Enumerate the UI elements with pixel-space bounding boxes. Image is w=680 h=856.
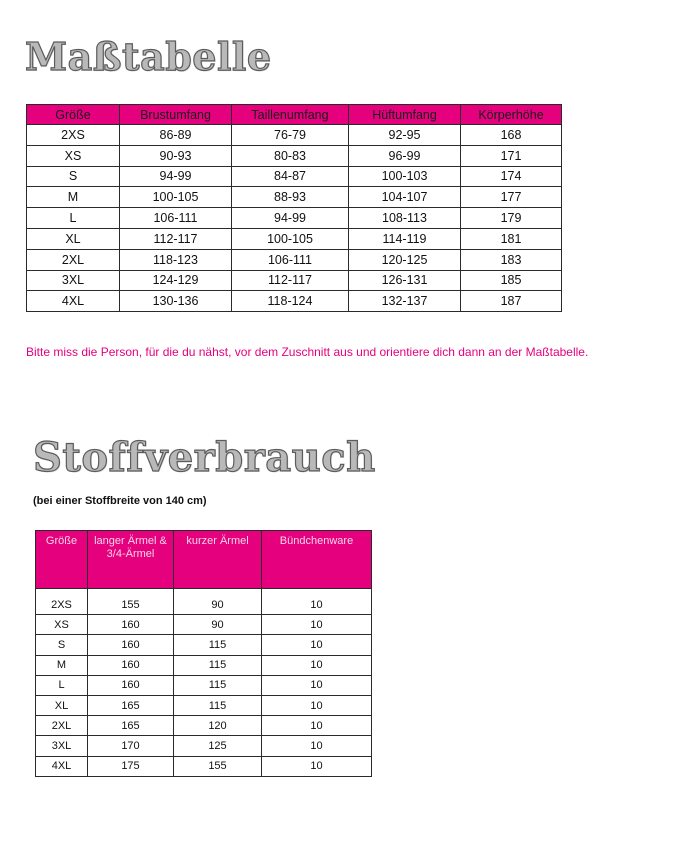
header-cuff-fabric: Bündchenware (262, 531, 372, 589)
table-row (27, 166, 562, 187)
waist-cell: 106-111 (232, 249, 349, 270)
fabric-header-row (36, 531, 372, 589)
waist-cell: 76-79 (232, 125, 349, 146)
long-sleeve-cell: 165 (88, 716, 174, 736)
size-cell: L (27, 208, 120, 229)
chest-cell: 124-129 (120, 270, 232, 291)
short-sleeve-cell: 115 (174, 675, 262, 695)
hip-cell: 120-125 (349, 249, 461, 270)
height-cell: 185 (461, 270, 562, 291)
chest-cell: 94-99 (120, 166, 232, 187)
size-cell: 2XS (36, 595, 88, 615)
measurement-title: Maßtabelle (25, 34, 272, 79)
table-row (36, 675, 372, 695)
header-size: Größe (27, 105, 120, 125)
waist-cell: 118-124 (232, 291, 349, 312)
waist-cell: 100-105 (232, 228, 349, 249)
size-cell: S (27, 166, 120, 187)
size-cell: 4XL (36, 756, 88, 776)
hip-cell: 108-113 (349, 208, 461, 229)
hip-cell: 114-119 (349, 228, 461, 249)
chest-cell: 86-89 (120, 125, 232, 146)
short-sleeve-cell: 125 (174, 736, 262, 756)
cuff-fabric-cell: 10 (262, 595, 372, 615)
hip-cell: 132-137 (349, 291, 461, 312)
size-cell: 2XL (27, 249, 120, 270)
cuff-fabric-cell: 10 (262, 716, 372, 736)
size-cell: M (27, 187, 120, 208)
size-cell: M (36, 655, 88, 675)
table-row (27, 228, 562, 249)
size-cell: 3XL (27, 270, 120, 291)
chest-cell: 100-105 (120, 187, 232, 208)
header-chest: Brustumfang (120, 105, 232, 125)
table-row (27, 291, 562, 312)
long-sleeve-cell: 160 (88, 675, 174, 695)
size-cell: 3XL (36, 736, 88, 756)
long-sleeve-cell: 160 (88, 655, 174, 675)
measurement-note: Bitte miss die Person, für die du nähst, vor dem Zuschnitt aus und orientiere dich dann an der Maßtabelle. (26, 345, 589, 359)
size-cell: L (36, 675, 88, 695)
table-row (36, 595, 372, 615)
cuff-fabric-cell: 10 (262, 635, 372, 655)
height-cell: 174 (461, 166, 562, 187)
table-row (27, 270, 562, 291)
hip-cell: 92-95 (349, 125, 461, 146)
long-sleeve-cell: 160 (88, 615, 174, 635)
measurement-table (26, 104, 562, 312)
short-sleeve-cell: 155 (174, 756, 262, 776)
fabric-subtitle: (bei einer Stoffbreite von 140 cm) (33, 495, 207, 507)
fabric-title: Stoffverbrauch (33, 434, 376, 481)
chest-cell: 130-136 (120, 291, 232, 312)
size-cell: XL (36, 695, 88, 715)
table-row (27, 249, 562, 270)
header-short-sleeve: kurzer Ärmel (174, 531, 262, 589)
hip-cell: 126-131 (349, 270, 461, 291)
waist-cell: 84-87 (232, 166, 349, 187)
height-cell: 183 (461, 249, 562, 270)
cuff-fabric-cell: 10 (262, 655, 372, 675)
fabric-table (35, 530, 372, 777)
short-sleeve-cell: 90 (174, 615, 262, 635)
table-row (27, 208, 562, 229)
size-cell: XS (36, 615, 88, 635)
header-waist: Taillenumfang (232, 105, 349, 125)
short-sleeve-cell: 115 (174, 655, 262, 675)
table-row (36, 695, 372, 715)
table-row (36, 736, 372, 756)
short-sleeve-cell: 115 (174, 695, 262, 715)
short-sleeve-cell: 120 (174, 716, 262, 736)
height-cell: 181 (461, 228, 562, 249)
measurement-header-row (27, 105, 562, 125)
table-row (27, 125, 562, 146)
header-hip: Hüftumfang (349, 105, 461, 125)
long-sleeve-cell: 160 (88, 635, 174, 655)
size-cell: XS (27, 145, 120, 166)
short-sleeve-cell: 115 (174, 635, 262, 655)
height-cell: 187 (461, 291, 562, 312)
height-cell: 179 (461, 208, 562, 229)
size-cell: 2XL (36, 716, 88, 736)
waist-cell: 80-83 (232, 145, 349, 166)
header-long-sleeve: langer Ärmel & 3/4-Ärmel (88, 531, 174, 589)
long-sleeve-cell: 155 (88, 595, 174, 615)
long-sleeve-cell: 175 (88, 756, 174, 776)
size-cell: S (36, 635, 88, 655)
hip-cell: 100-103 (349, 166, 461, 187)
long-sleeve-cell: 170 (88, 736, 174, 756)
table-row (27, 187, 562, 208)
table-row (36, 716, 372, 736)
cuff-fabric-cell: 10 (262, 675, 372, 695)
table-row (36, 635, 372, 655)
chest-cell: 112-117 (120, 228, 232, 249)
waist-cell: 112-117 (232, 270, 349, 291)
table-row (36, 756, 372, 776)
table-row (27, 145, 562, 166)
size-cell: 4XL (27, 291, 120, 312)
long-sleeve-cell: 165 (88, 695, 174, 715)
cuff-fabric-cell: 10 (262, 695, 372, 715)
chest-cell: 118-123 (120, 249, 232, 270)
header-height: Körperhöhe (461, 105, 562, 125)
cuff-fabric-cell: 10 (262, 736, 372, 756)
hip-cell: 96-99 (349, 145, 461, 166)
header-size: Größe (36, 531, 88, 589)
cuff-fabric-cell: 10 (262, 615, 372, 635)
table-row (36, 655, 372, 675)
table-row (36, 615, 372, 635)
size-cell: XL (27, 228, 120, 249)
hip-cell: 104-107 (349, 187, 461, 208)
cuff-fabric-cell: 10 (262, 756, 372, 776)
chest-cell: 106-111 (120, 208, 232, 229)
size-cell: 2XS (27, 125, 120, 146)
height-cell: 171 (461, 145, 562, 166)
short-sleeve-cell: 90 (174, 595, 262, 615)
waist-cell: 88-93 (232, 187, 349, 208)
waist-cell: 94-99 (232, 208, 349, 229)
height-cell: 168 (461, 125, 562, 146)
chest-cell: 90-93 (120, 145, 232, 166)
height-cell: 177 (461, 187, 562, 208)
